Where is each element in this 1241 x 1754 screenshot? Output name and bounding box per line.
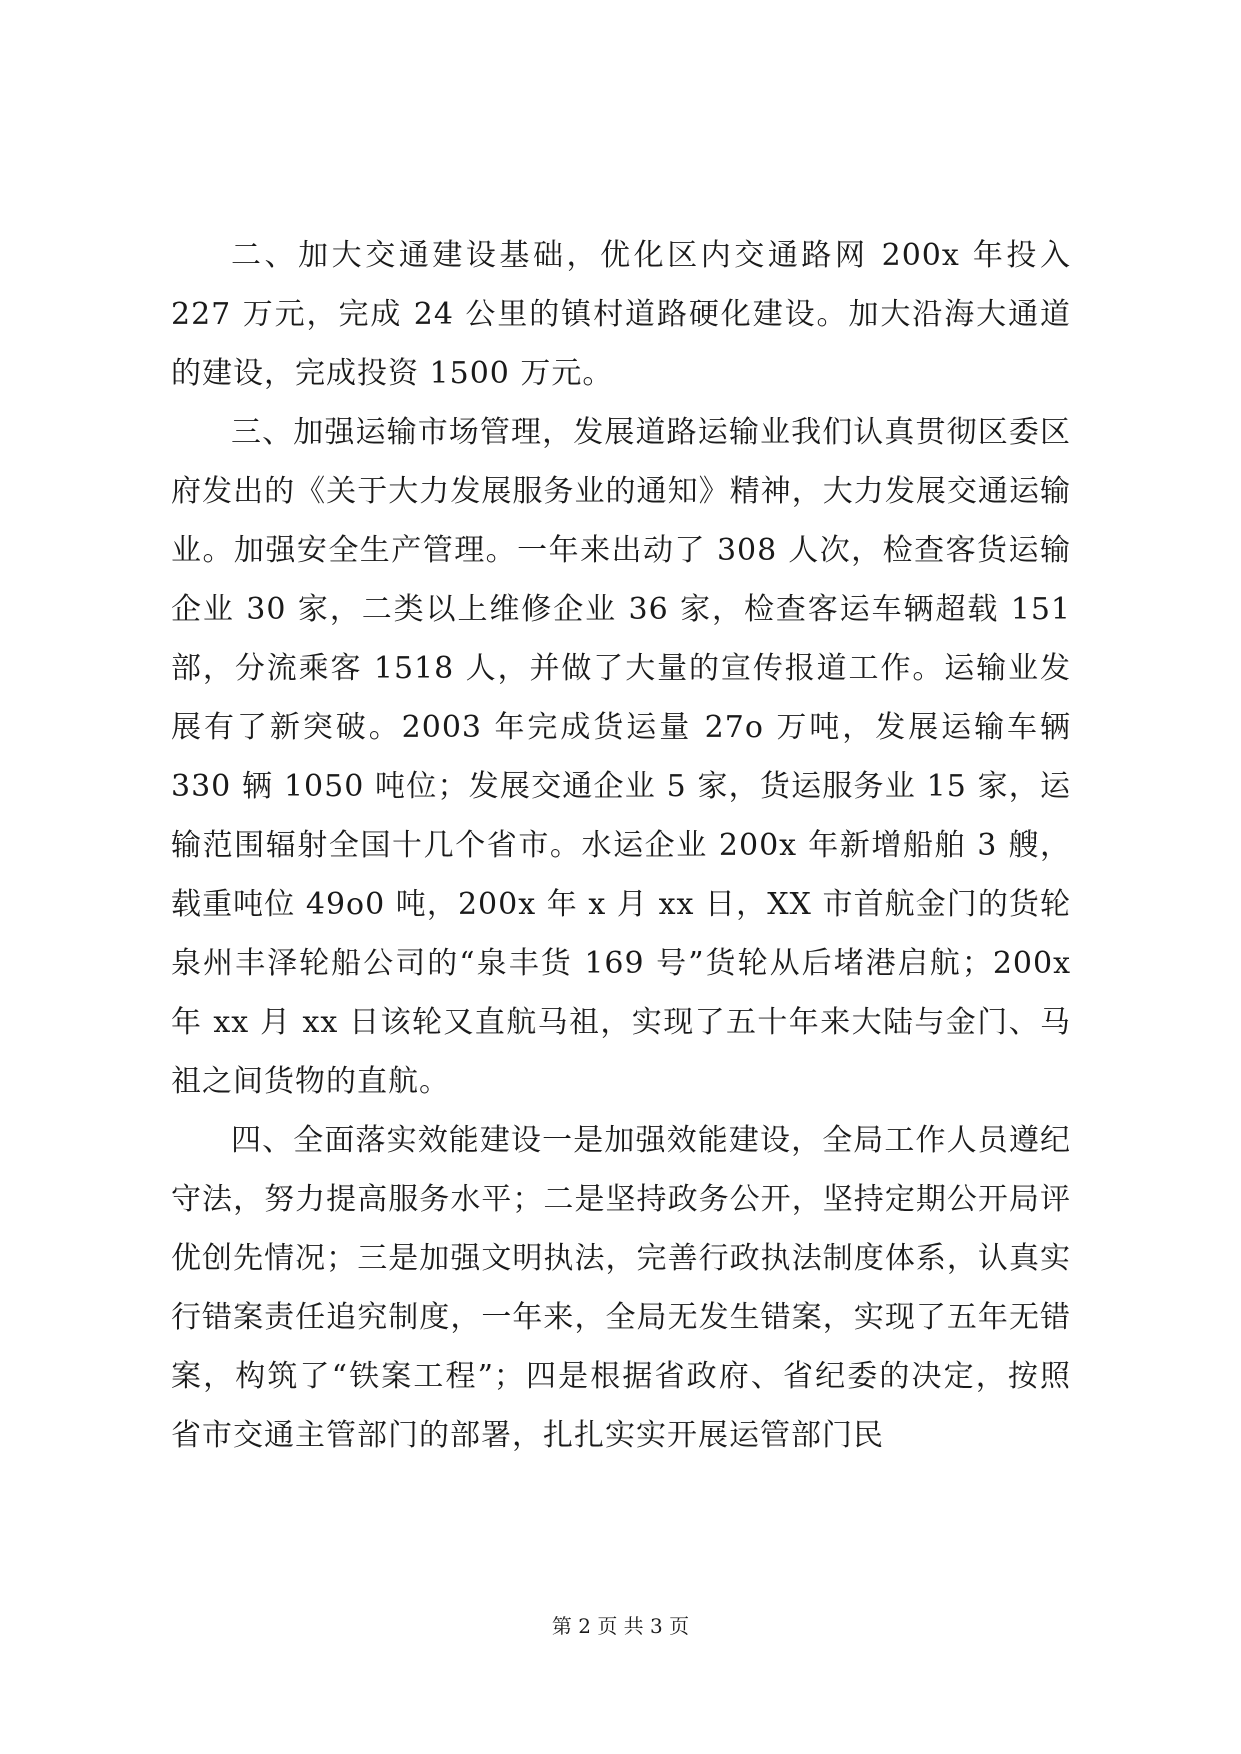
paragraph-efficiency-building: 四、全面落实效能建设一是加强效能建设，全局工作人员遵纪守法，努力提高服务水平；二是坚持政务公开，坚持定期公开局评优创先情况；三是加强文明执法，完善行政执法制度体系，认真实行错案责任追究制度，一年来，全局无发生错案，实现了五年无错案，构筑了“铁案工程”；四是根据省政府、省纪委的决定，按照省市交通主管部门的部署，扎扎实实开展运管部门民 bbox=[171, 1123, 1071, 1453]
paragraph-transport-market: 三、加强运输市场管理，发展道路运输业我们认真贯彻区委区府发出的《关于大力发展服务业的通知》精神，大力发展交通运输业。加强安全生产管理。一年来出动了 308 人次，检查客货运输企业 30 家，二类以上维修企业 36 家，检查客运车辆超载 151 部，分流乘客 1518 人，并做了大量的宣传报道工作。运输业发展有了新突破。2003 年完成货运量 27o 万吨，发展运输车辆 330 辆 1050 吨位；发展交通企业 5 家，货运服务业 15 家，运输范围辐射全国十几个省市。水运企业 200x 年新增船舶 3 艘，载重吨位 49o0 吨，200x 年 x 月 xx 日，XX 市首航金门的货轮泉州丰泽轮船公司的“泉丰货 169 号”货轮从后堵港启航；200x 年 xx 月 xx 日该轮又直航马祖，实现了五十年来大陆与金门、马祖之间货物的直航。 bbox=[171, 415, 1071, 1099]
page-number-footer: 第 2 页 共 3 页 bbox=[551, 1614, 690, 1638]
paragraph-road-network: 二、加大交通建设基础，优化区内交通路网 200x 年投入 227 万元，完成 24 公里的镇村道路硬化建设。加大沿海大通道的建设，完成投资 1500 万元。 bbox=[171, 238, 1071, 391]
document-body bbox=[171, 226, 1071, 1465]
